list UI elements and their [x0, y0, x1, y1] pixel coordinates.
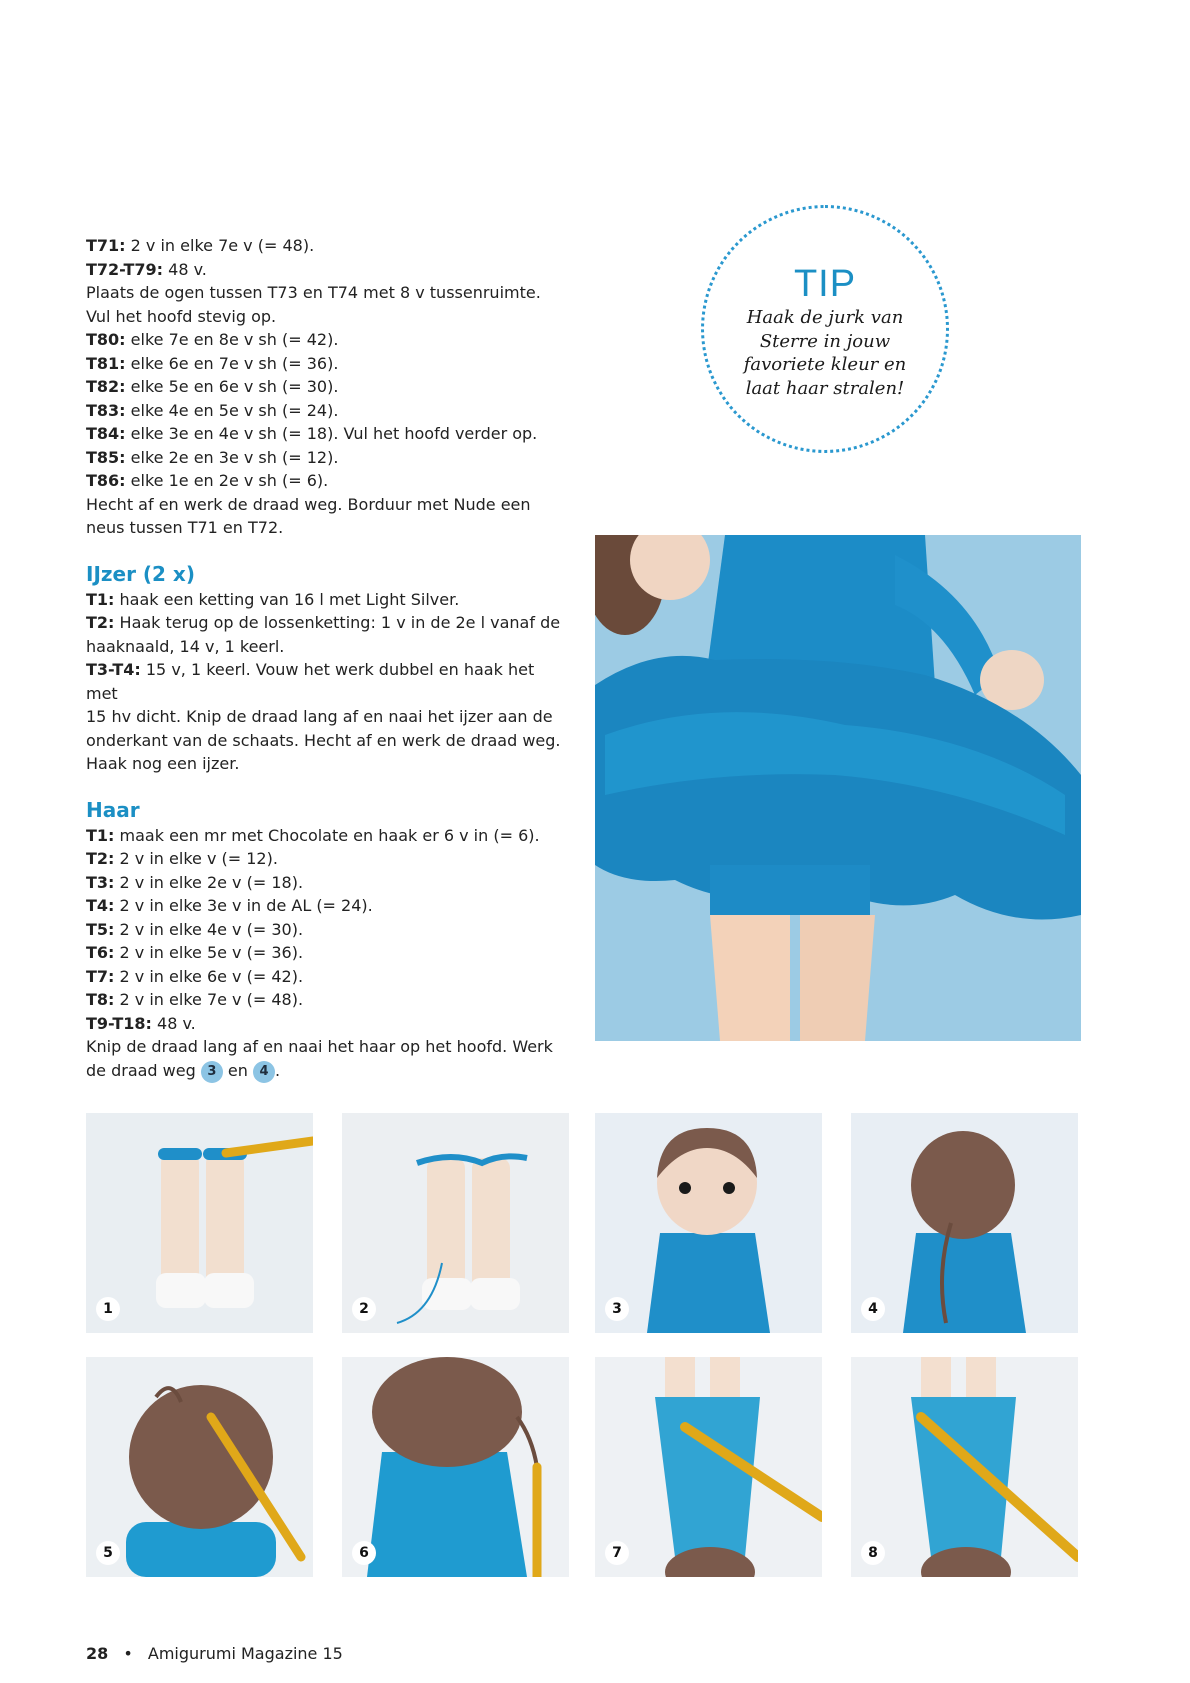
step-number-7: 7 — [605, 1541, 629, 1565]
round-label: T1: — [86, 589, 115, 609]
head-instructions — [86, 234, 566, 540]
doll-photo — [595, 535, 1081, 1041]
instruction-line — [86, 847, 566, 871]
page-footer — [86, 1644, 343, 1663]
round-label: T3: — [86, 872, 115, 892]
step-photo-8 — [851, 1357, 1078, 1577]
instruction-text: haak een ketting van 16 l met Light Silver. — [114, 589, 460, 609]
round-label: T71: — [86, 236, 126, 255]
instructions-column — [86, 234, 566, 1083]
instruction-text: 15 hv dicht. Knip de draad lang af en naai het ijzer aan de — [86, 707, 553, 726]
instruction-line — [86, 752, 566, 776]
tip-circle — [701, 205, 949, 453]
ijzer-instructions — [86, 588, 566, 776]
tip-title: TIP — [793, 263, 857, 305]
instruction-text: elke 1e en 2e v sh (= 6). — [125, 471, 329, 490]
instruction-line — [86, 516, 566, 540]
instruction-line — [86, 352, 566, 376]
step-number-8: 8 — [861, 1541, 885, 1565]
round-label: T9-T18: — [86, 1013, 152, 1033]
round-label: T80: — [86, 330, 126, 349]
instruction-line: de draad weg 3 en 4 . — [86, 1059, 566, 1083]
round-label: T1: — [86, 825, 115, 845]
step-number-2: 2 — [352, 1297, 376, 1321]
round-label: T72-T79: — [86, 259, 164, 279]
page-number: 28 — [86, 1644, 109, 1663]
footer-separator: • — [123, 1644, 133, 1663]
round-label: T3-T4: — [86, 660, 141, 679]
section-title-ijzer: IJzer (2 x) — [86, 561, 195, 586]
instruction-text: 2 v in elke 4e v (= 30). — [114, 919, 304, 939]
round-label: T81: — [86, 353, 126, 373]
round-label: T2: — [86, 849, 115, 868]
instruction-line — [86, 234, 566, 258]
round-label: T6: — [86, 943, 115, 962]
instruction-line — [86, 941, 566, 965]
instruction-text: neus tussen T71 en T72. — [86, 518, 284, 537]
round-label: T4: — [86, 896, 115, 915]
step-number-1: 1 — [96, 1297, 120, 1321]
instruction-text: 2 v in elke v (= 12). — [114, 849, 278, 868]
step-photo-6 — [342, 1357, 569, 1577]
instruction-text: 2 v in elke 7e v (= 48). — [125, 236, 315, 255]
instruction-line — [86, 729, 566, 753]
instruction-line — [86, 469, 566, 493]
step-photo-7 — [595, 1357, 822, 1577]
instruction-text: elke 7e en 8e v sh (= 42). — [125, 330, 339, 349]
tip-text: Haak de jurk van Sterre in jouw favoriete kleur en laat haar stralen! — [743, 307, 907, 399]
instruction-line — [86, 965, 566, 989]
step-photo-3 — [595, 1113, 822, 1333]
instruction-line — [86, 399, 566, 423]
instruction-text: 15 v, 1 keerl. Vouw het werk dubbel en haak het met — [86, 660, 535, 703]
instruction-text: Hecht af en werk de draad weg. Borduur met Nude een — [86, 494, 531, 514]
round-label: T85: — [86, 447, 126, 467]
instruction-text: elke 5e en 6e v sh (= 30). — [125, 377, 339, 396]
step-photo-2 — [342, 1113, 569, 1333]
round-label: T5: — [86, 919, 115, 939]
instruction-text: 2 v in elke 6e v (= 42). — [114, 966, 304, 986]
instruction-text: onderkant van de schaats. Hecht af en werk de draad weg. — [86, 730, 561, 750]
step-badge-4: 4 — [253, 1061, 275, 1083]
step-badge-3: 3 — [201, 1061, 223, 1083]
step-number-6: 6 — [352, 1541, 376, 1565]
instruction-text: maak een mr met Chocolate en haak er 6 v in (= 6). — [114, 825, 540, 845]
round-label: T2: — [86, 613, 115, 632]
instruction-text: Haak terug op de lossenketting: 1 v in de 2e l vanaf de — [114, 613, 561, 632]
section-title-haar: Haar — [86, 797, 140, 822]
instruction-line — [86, 493, 566, 517]
instruction-text: 2 v in elke 2e v (= 18). — [114, 872, 304, 892]
instruction-line — [86, 894, 566, 918]
instruction-text: elke 6e en 7e v sh (= 36). — [125, 353, 339, 373]
round-label: T8: — [86, 990, 115, 1009]
instruction-line — [86, 446, 566, 470]
instruction-text: elke 2e en 3e v sh (= 12). — [125, 447, 339, 467]
instruction-text: haaknaald, 14 v, 1 keerl. — [86, 636, 285, 656]
instruction-line — [86, 1012, 566, 1036]
round-label: T83: — [86, 400, 126, 420]
instruction-line — [86, 635, 566, 659]
instruction-line — [86, 258, 566, 282]
instruction-text: Vul het hoofd stevig op. — [86, 306, 277, 326]
instruction-line — [86, 611, 566, 635]
instruction-line — [86, 328, 566, 352]
step-number-5: 5 — [96, 1541, 120, 1565]
instruction-text: Haak nog een ijzer. — [86, 754, 240, 773]
instruction-line — [86, 871, 566, 895]
instruction-text: 48 v. — [151, 1013, 196, 1033]
step-photo-5 — [86, 1357, 313, 1577]
instruction-text: elke 4e en 5e v sh (= 24). — [125, 400, 339, 420]
instruction-line — [86, 918, 566, 942]
instruction-line — [86, 1035, 566, 1059]
instruction-line — [86, 281, 566, 305]
step-number-3: 3 — [605, 1297, 629, 1321]
instruction-line — [86, 588, 566, 612]
magazine-name: Amigurumi Magazine 15 — [147, 1644, 343, 1663]
haar-instructions — [86, 824, 566, 1059]
step-photo-1 — [86, 1113, 313, 1333]
instruction-text: Plaats de ogen tussen T73 en T74 met 8 v tussenruimte. — [86, 283, 541, 302]
instruction-text: 2 v in elke 7e v (= 48). — [114, 990, 304, 1009]
instruction-line — [86, 422, 566, 446]
instruction-line — [86, 305, 566, 329]
step-number-4: 4 — [861, 1297, 885, 1321]
instruction-text: Knip de draad lang af en naai het haar op het hoofd. Werk — [86, 1037, 553, 1056]
round-label: T7: — [86, 966, 115, 986]
instruction-line — [86, 988, 566, 1012]
instruction-text: 2 v in elke 3e v in de AL (= 24). — [114, 896, 373, 915]
step-photo-4 — [851, 1113, 1078, 1333]
instruction-line — [86, 375, 566, 399]
instruction-line — [86, 824, 566, 848]
instruction-text: elke 3e en 4e v sh (= 18). Vul het hoofd verder op. — [125, 424, 538, 443]
round-label: T82: — [86, 377, 126, 396]
instruction-line — [86, 658, 566, 705]
instruction-text: 48 v. — [163, 259, 207, 279]
round-label: T84: — [86, 424, 126, 443]
instruction-text: 2 v in elke 5e v (= 36). — [114, 943, 304, 962]
round-label: T86: — [86, 471, 126, 490]
instruction-line — [86, 705, 566, 729]
